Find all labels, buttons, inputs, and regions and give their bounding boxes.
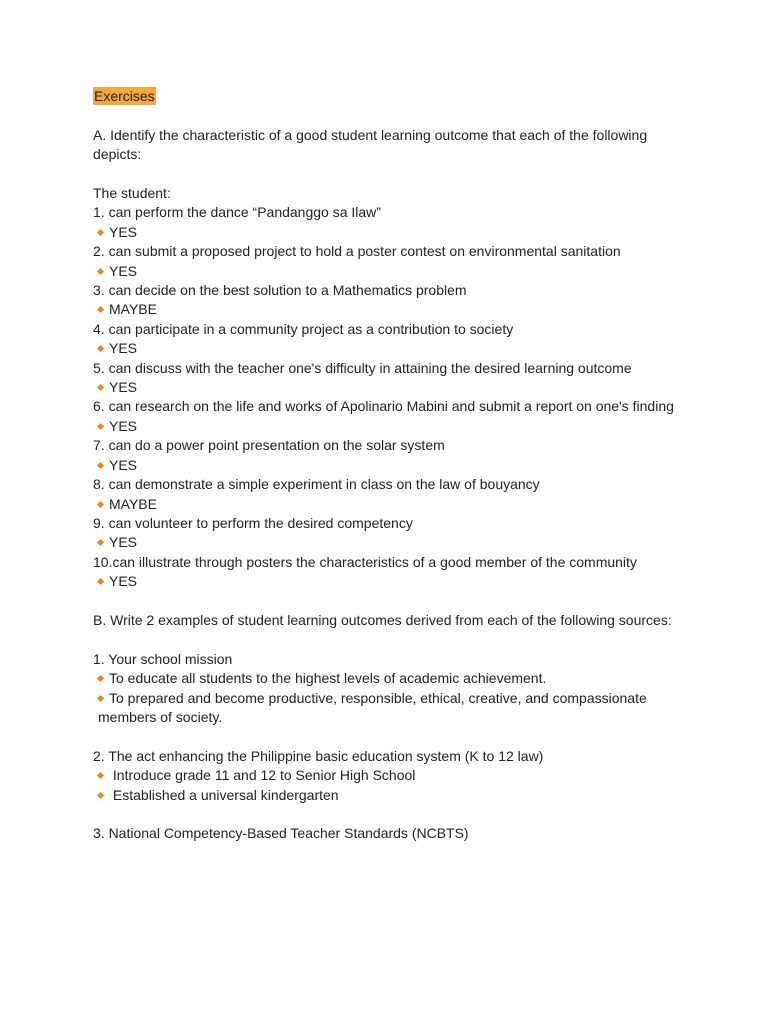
answer-item [93,533,683,552]
answer-label: YES [109,417,138,434]
example-item [93,669,683,688]
source-title: 1. Your school mission [93,650,233,667]
part-a-lead: The student: [93,185,171,201]
answer-item [93,456,683,475]
heading-row [93,87,683,106]
spacer [93,630,683,649]
diamond-bullet-icon [97,694,104,701]
part-a-instruction: A. Identify the characteristic of a good student learning outcome that each of the following depicts: [93,126,648,163]
spacer [93,106,683,125]
example-item [93,786,683,805]
answer-item [93,378,683,397]
document-page [93,87,683,844]
answer-label: MAYBE [109,495,157,512]
answer-label: YES [109,534,138,551]
answer-label: MAYBE [109,301,157,318]
answer-item [93,572,683,591]
answer-label: YES [109,223,138,240]
question-item: 6. can research on the life and works of Apolinario Mabini and submit a report on one's finding [93,398,674,415]
diamond-bullet-icon [97,675,104,682]
question-item: 4. can participate in a community project as a contribution to society [93,320,514,337]
answer-label: YES [109,456,138,473]
diamond-bullet-icon [97,578,104,585]
answer-item [93,417,683,436]
question-item: 7. can do a power point presentation on the solar system [93,437,445,454]
answer-label: YES [109,379,138,396]
question-item: 2. can submit a proposed project to hold a poster contest on environmental sanitation [93,243,621,260]
source-title: 3. National Competency-Based Teacher Standards (NCBTS) [93,825,469,842]
question-item: 3. can decide on the best solution to a Mathematics problem [93,282,467,299]
diamond-bullet-icon [97,306,104,313]
diamond-bullet-icon [97,500,104,507]
diamond-bullet-icon [97,539,104,546]
answer-label: YES [109,573,138,590]
example-text: To educate all students to the highest levels of academic achievement. [109,670,547,687]
answer-item [93,223,683,242]
question-item: 5. can discuss with the teacher one's difficulty in attaining the desired learning outcome [93,359,632,376]
answer-label: YES [109,340,138,357]
spacer [93,592,683,611]
example-text: Introduce grade 11 and 12 to Senior High School [109,767,416,784]
example-text: Established a universal kindergarten [109,786,339,803]
diamond-bullet-icon [97,345,104,352]
question-item: 1. can perform the dance “Pandanggo sa Ilaw” [93,204,381,221]
diamond-bullet-icon [97,772,104,779]
source-title: 2. The act enhancing the Philippine basic education system (K to 12 law) [93,747,544,764]
answer-item [93,495,683,514]
example-text: To prepared and become productive, responsible, ethical, creative, and compassionate members of society. [98,689,651,725]
diamond-bullet-icon [97,462,104,469]
spacer [93,727,683,746]
diamond-bullet-icon [97,423,104,430]
diamond-bullet-icon [97,229,104,236]
question-item: 8. can demonstrate a simple experiment in class on the law of bouyancy [93,476,540,493]
answer-item [93,262,683,281]
example-item [93,766,683,785]
diamond-bullet-icon [97,792,104,799]
part-b-list [93,650,683,844]
answer-label: YES [109,262,138,279]
question-item: 10.can illustrate through posters the characteristics of a good member of the community [93,553,637,570]
answer-item [93,339,683,358]
part-b-instruction: B. Write 2 examples of student learning outcomes derived from each of the following sources: [93,611,672,628]
question-item: 9. can volunteer to perform the desired competency [93,514,413,531]
answer-item [93,300,683,319]
diamond-bullet-icon [97,384,104,391]
diamond-bullet-icon [97,268,104,275]
spacer [93,805,683,824]
spacer [93,165,683,184]
part-a-list [93,203,683,591]
example-item [93,689,683,728]
exercises-heading: Exercises [94,88,155,104]
